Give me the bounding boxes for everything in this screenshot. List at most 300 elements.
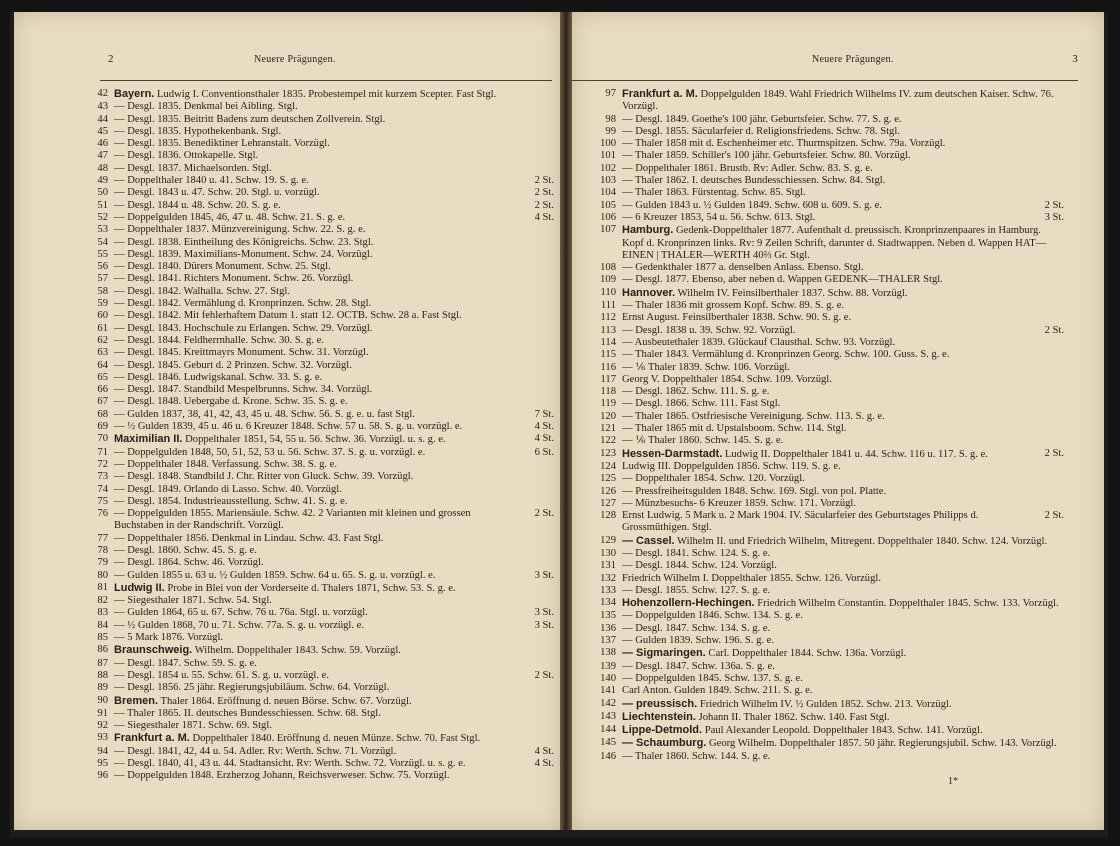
entry-description: Friedrich Wilhelm IV. ½ Gulden 1852. Schw. 213. Vorzügl. [697,698,952,710]
catalog-entry [594,200,1064,212]
piece-count: 3 St. [1044,211,1064,223]
catalog-entry [594,274,1064,286]
entry-text [114,286,554,298]
catalog-entry [86,310,554,322]
entry-number: 108 [600,262,616,274]
entry-text [622,312,1064,324]
entry-description: — Desgl. 1841. Richters Monument. Schw. 26. Vorzügl. [114,273,354,285]
catalog-entry [86,732,554,745]
entry-number: 136 [600,622,616,634]
entry-text [622,473,1064,485]
entry-description: — Desgl. 1848. Uebergabe d. Krone. Schw. 35. S. g. e. [114,396,348,408]
entry-text [622,724,1064,737]
catalog-entry [86,770,554,782]
entry-text [114,323,554,335]
catalog-entry [86,421,554,433]
catalog-entry [594,610,1064,622]
entry-description: Probe in Blei von der Vorderseite d. Thalers 1871, Schw. 53. S. g. e. [164,582,456,594]
catalog-entry [594,300,1064,312]
entry-text [114,212,554,224]
entry-description: — Desgl. 1840, 41, 43 u. 44. Stadtansicht. Rv: Werth. Schw. 72. Vorzügl. u. s. g. e. [114,758,466,770]
entry-description: — Desgl. 1842. Mit fehlerhaftem Datum 1. statt 12. OCTB. Schw. 28 a. Fast Stgl. [114,310,462,322]
entry-number: 92 [97,720,108,732]
entry-description: — ⅙ Thaler 1839. Schw. 106. Vorzügl. [622,361,790,373]
entry-heading: Bayern. [114,88,155,100]
entry-heading: Hessen-Darmstadt. [622,447,723,460]
entry-text [114,384,554,396]
entry-number: 129 [600,534,616,546]
entry-number: 74 [97,483,108,495]
catalog-entry [594,398,1064,410]
catalog-entry [594,486,1064,498]
entry-number: 103 [600,175,616,187]
catalog-entry [594,737,1064,750]
entry-number: 59 [97,298,108,310]
entry-text [114,163,554,175]
piece-count: 3 St. [534,569,554,581]
catalog-entry [86,720,554,732]
entry-description: — Siegesthaler 1871. Schw. 69. Stgl. [114,720,272,732]
entry-number: 78 [97,544,108,556]
piece-count: 2 St. [1044,447,1064,459]
catalog-entry [594,535,1064,548]
catalog-entry [594,349,1064,361]
entry-text [114,632,554,644]
entry-description: — Desgl. 1841. Schw. 124. S. g. e. [622,547,771,559]
entry-description: — Doppelgulden 1846. Schw. 134. S. g. e. [622,610,803,622]
entry-number: 139 [600,660,616,672]
entry-text [114,670,554,682]
entry-text [622,698,1064,711]
catalog-entry [86,323,554,335]
entry-heading: Bremen. [114,694,159,707]
entry-description: — Desgl. 1844. Schw. 124. Vorzügl. [622,560,777,572]
entry-text [114,138,554,150]
catalog-entry [86,409,554,421]
entry-description: Paul Alexander Leopold. Doppelthaler 1843. Schw. 141. Vorzügl. [702,725,983,737]
piece-count: 2 St. [1044,510,1064,522]
entry-number: 144 [600,724,616,736]
entry-heading: — Cassel. [622,534,675,547]
entry-text [114,114,554,126]
entry-description: — Thaler 1863. Fürstentag. Schw. 85. Stgl. [622,187,806,199]
catalog-entry [86,484,554,496]
entry-number: 116 [600,361,616,373]
entry-description: — Desgl. 1847. Schw. 134. S. g. e. [622,622,771,634]
entry-text [114,150,554,162]
entry-heading: Maximilian II. [114,433,183,446]
entry-number: 121 [600,423,616,435]
entry-description: — ½ Gulden 1868, 70 u. 71. Schw. 77a. S. g. u. vorzügl. e. [114,619,365,631]
entry-description: — Desgl. 1847. Standbild Mespelbrunns. Schw. 34. Vorzügl. [114,384,373,396]
catalog-entry [594,597,1064,610]
entry-heading: Hamburg. [622,224,674,237]
entry-number: 100 [600,138,616,150]
piece-count: 4 St. [534,745,554,757]
entry-description: — Desgl. 1860. Schw. 45. S. g. e. [114,544,257,556]
entry-number: 87 [97,657,108,669]
entry-description: Ludwig III. Doppelgulden 1856. Schw. 119. S. g. e. [622,460,841,472]
catalog-entry [594,287,1064,300]
piece-count: 2 St. [1044,324,1064,336]
entry-description: — Desgl. 1836. Ottokapelle. Stgl. [114,150,259,162]
entry-text [114,471,554,483]
entry-number: 53 [97,224,108,236]
piece-count: 2 St. [534,669,554,681]
entry-number: 77 [97,532,108,544]
entry-heading: Frankfurt a. M. [114,732,190,745]
entry-number: 107 [600,224,616,236]
entry-description: — Desgl. 1866. Schw. 111. Fast Stgl. [622,398,781,410]
catalog-entry [86,570,554,582]
entry-number: 142 [600,697,616,709]
entry-description: Gedenk-Doppelthaler 1877. Aufenthalt d. preussisch. Kronprinzenpaares in Hamburg. Kopf d. Kronprinzen links. Rv: 9 Zeilen Schrift, darunter d. Stadtwappen. Neben d. Wappen HAT—EINEN | THALER—WERTH 40⅔ Gr. Stgl. [622,225,1047,261]
piece-count: 2 St. [534,175,554,187]
entry-text [622,224,1064,262]
book-gutter [560,12,572,830]
entry-heading: — Schaumburg. [622,737,707,750]
entry-text [114,347,554,359]
catalog-entry [86,557,554,569]
entry-number: 52 [97,211,108,223]
entry-description: Doppelthaler 1840. Eröffnung d. neuen Münze. Schw. 70. Fast Stgl. [189,733,481,745]
entry-text [622,623,1064,635]
entry-number: 45 [97,125,108,137]
entry-description: — Gulden 1864, 65 u. 67. Schw. 76 u. 76a. Stgl. u. vorzügl. [114,607,368,619]
entry-text [622,325,1064,337]
entry-text [622,685,1064,697]
catalog-entry [594,187,1064,199]
entry-text [622,349,1064,361]
entry-description: — Desgl. 1835. Beitritt Badens zum deutschen Zollverein. Stgl. [114,113,386,125]
entry-number: 51 [97,199,108,211]
entry-text [114,570,554,582]
entry-text [622,150,1064,162]
entry-description: — Siegesthaler 1871. Schw. 54. Stgl. [114,595,272,607]
entry-description: Doppelthaler 1851, 54, 55 u. 56. Schw. 36. Vorzügl. u. s. g. e. [182,434,446,446]
entry-description: — Gedenkthaler 1877 a. denselben Anlass. Ebenso. Stgl. [622,262,864,274]
entry-description: — Doppelthaler 1840 u. 41. Schw. 19. S. g. e. [114,175,309,187]
catalog-entry [594,585,1064,597]
catalog-entry [86,347,554,359]
entry-description: — Ausbeutethaler 1839. Glückauf Clausthal. Schw. 93. Vorzügl. [622,336,896,348]
catalog-entry [86,335,554,347]
catalog-entry [594,138,1064,150]
entry-number: 123 [600,447,616,459]
entry-text [114,484,554,496]
entry-number: 102 [600,162,616,174]
entry-text [114,310,554,322]
catalog-entry [86,433,554,446]
catalog-entry [86,695,554,708]
catalog-entry [594,661,1064,673]
entry-number: 124 [600,460,616,472]
entry-description: — Desgl. 1856. 25 jähr. Regierungsjubiläum. Schw. 64. Vorzügl. [114,682,390,694]
catalog-entry [594,126,1064,138]
entry-text [622,274,1064,286]
entry-description: — Doppelthaler 1854. Schw. 120. Vorzügl. [622,473,805,485]
page-header [44,54,534,68]
entry-text [622,435,1064,447]
left-page [14,12,560,830]
entry-text [622,200,1064,212]
entry-heading: Ludwig II. [114,581,165,594]
catalog-entry [86,644,554,657]
entry-number: 56 [97,261,108,273]
catalog-entry [86,163,554,175]
entry-description: — Desgl. 1842. Vermählung d. Kronprinzen. Schw. 28. Stgl. [114,298,372,310]
entry-text [622,585,1064,597]
catalog-entry [86,101,554,113]
entry-description: Carl. Doppelthaler 1844. Schw. 136a. Vorzügl. [705,648,907,660]
entry-text [114,298,554,310]
entry-number: 54 [97,236,108,248]
entry-description: — Thaler 1865. Ostfriesische Vereinigung. Schw. 113. S. g. e. [622,410,885,422]
catalog-entry [86,360,554,372]
entry-number: 86 [97,644,108,656]
entry-text [622,751,1064,763]
entry-description: Ernst Ludwig. 5 Mark u. 2 Mark 1904. IV. Säcularfeier des Geburtstages Philipps d. Grossmüthigen. Stgl. [622,510,979,534]
piece-count: 2 St. [534,508,554,520]
catalog-entry [86,746,554,758]
catalog-entry [86,384,554,396]
catalog-entry [594,573,1064,585]
entry-description: — Doppelthaler 1848. Verfassung. Schw. 38. S. g. e. [114,458,338,470]
catalog-entry [594,386,1064,398]
entry-text [622,711,1064,724]
entry-number: 58 [97,285,108,297]
catalog-entry [86,114,554,126]
entry-number: 48 [97,162,108,174]
catalog-entry [594,510,1064,535]
entry-text [622,510,1064,535]
catalog-entry [594,673,1064,685]
piece-count: 4 St. [534,211,554,223]
catalog-entry [86,447,554,459]
page-number: 3 [1072,53,1078,65]
entry-number: 79 [97,557,108,569]
entry-heading: Hannover. [622,286,676,299]
entry-description: — Doppelgulden 1848, 50, 51, 52, 53 u. 56. Schw. 37. S. g. u. vorzügl. e. [114,446,426,458]
entry-text [114,508,554,533]
page-number: 2 [108,53,114,65]
entry-text [114,372,554,384]
catalog-entry [86,708,554,720]
entry-number: 105 [600,199,616,211]
entry-number: 55 [97,248,108,260]
entry-text [114,421,554,433]
entry-text [114,249,554,261]
entry-text [114,607,554,619]
entry-number: 84 [97,619,108,631]
entry-text [114,595,554,607]
entry-description: — Desgl. 1844. Feldherrnhalle. Schw. 30. S. g. e. [114,334,324,346]
entry-number: 75 [97,495,108,507]
catalog-entry [86,607,554,619]
entry-number: 138 [600,647,616,659]
entry-text [114,545,554,557]
catalog-entry [594,473,1064,485]
header-rule [572,80,1078,81]
catalog-entry [594,623,1064,635]
catalog-entry [86,471,554,483]
entry-description: Doppelgulden 1849. Wahl Friedrich Wilhelms IV. zum deutschen Kaiser. Schw. 76. Vorzügl. [622,89,1054,113]
entry-number: 110 [600,286,616,298]
entry-number: 98 [605,113,616,125]
entry-number: 67 [97,396,108,408]
entry-description: — Desgl. 1838 u. 39. Schw. 92. Vorzügl. [622,324,796,336]
entry-description: — Desgl. 1847. Schw. 59. S. g. e. [114,657,257,669]
entry-text [114,758,554,770]
entry-text [622,212,1064,224]
entry-text [114,261,554,273]
catalog-entry [86,187,554,199]
entry-description: — Thaler 1843. Vermählung d. Kronprinzen Georg. Schw. 100. Guss. S. g. e. [622,349,950,361]
entry-description: — Doppelthaler 1861. Brustb. Rv: Adler. Schw. 83. S. g. e. [622,162,873,174]
catalog-entry [86,496,554,508]
entry-description: Ludwig II. Doppelthaler 1841 u. 44. Schw. 116 u. 117. S. g. e. [722,448,988,460]
entry-description: — Desgl. 1864. Schw. 46. Vorzügl. [114,557,264,569]
entry-text [622,573,1064,585]
catalog-entry [594,448,1064,461]
catalog-entry [86,582,554,595]
catalog-entry [86,758,554,770]
entry-description: — Desgl. 1844 u. 48. Schw. 20. S. g. e. [114,199,281,211]
entry-number: 137 [600,635,616,647]
catalog-entry [86,88,554,101]
catalog-entry [594,698,1064,711]
entry-text [622,597,1064,610]
entry-description: Georg V. Doppelthaler 1854. Schw. 109. Vorzügl. [622,373,832,385]
entry-number: 132 [600,572,616,584]
entry-text [114,582,554,595]
entry-text [622,560,1064,572]
entry-number: 113 [600,324,616,336]
entry-number: 65 [97,371,108,383]
piece-count: 4 St. [534,758,554,770]
entry-text [114,695,554,708]
catalog-entry [86,459,554,471]
piece-count: 7 St. [534,408,554,420]
catalog-entry [594,548,1064,560]
entry-description: — Pressfreiheitsgulden 1848. Schw. 169. Stgl. von pol. Platte. [622,485,887,497]
entry-number: 112 [600,312,616,324]
piece-count: 4 St. [534,433,554,445]
entry-text [114,533,554,545]
entry-description: — Thaler 1836 mit grossem Kopf. Schw. 89. S. g. e. [622,300,845,312]
piece-count: 3 St. [534,619,554,631]
entry-text [622,88,1064,114]
entry-description: — Thaler 1865. II. deutsches Bundesschiessen. Schw. 68. Stgl. [114,707,381,719]
entry-text [114,708,554,720]
catalog-entry [86,682,554,694]
entry-text [114,126,554,138]
entry-text [622,448,1064,461]
entry-description: — Desgl. 1835. Hypothekenbank. Stgl. [114,125,282,137]
piece-count: 2 St. [1044,199,1064,211]
entry-number: 125 [600,473,616,485]
entry-number: 57 [97,273,108,285]
catalog-entry [594,337,1064,349]
entry-text [622,374,1064,386]
entry-text [622,300,1064,312]
entry-description: Ludwig I. Conventionsthaler 1835. Probestempel mit kurzem Scepter. Fast Stgl. [154,89,497,100]
entry-description: — Gulden 1837, 38, 41, 42, 43, 45 u. 48. Schw. 56. S. g. e. u. fast Stgl. [114,408,415,420]
entry-number: 131 [600,560,616,572]
entry-number: 95 [97,758,108,770]
page-header [602,54,1078,68]
entry-heading: — Sigmaringen. [622,647,706,660]
entry-number: 106 [600,211,616,223]
entry-text [114,644,554,657]
entry-text [622,337,1064,349]
entry-text [114,459,554,471]
entry-number: 80 [97,569,108,581]
entry-text [114,658,554,670]
entry-text [114,720,554,732]
entry-number: 140 [600,672,616,684]
entry-text [622,386,1064,398]
entry-number: 109 [600,274,616,286]
entry-description: — 5 Mark 1876. Vorzügl. [114,632,224,644]
catalog-entry [86,200,554,212]
entry-description: Ernst August. Feinsilberthaler 1838. Schw. 90. S. g. e. [622,312,852,324]
piece-count: 6 St. [534,446,554,458]
entry-description: — Thaler 1860. Schw. 144. S. g. e. [622,750,771,762]
entry-text [114,746,554,758]
entry-description: — Desgl. 1848. Standbild J. Chr. Ritter von Gluck. Schw. 39. Vorzügl. [114,471,414,483]
catalog-entry [594,435,1064,447]
entry-text [622,647,1064,660]
catalog-entry [594,262,1064,274]
entry-description: — Doppelthaler 1837. Münzvereinigung. Schw. 22. S. g. e. [114,224,366,236]
entry-description: — Gulden 1843 u. ½ Gulden 1849. Schw. 608 u. 609. S. g. e. [622,199,883,211]
catalog-entry [594,498,1064,510]
catalog-entry [86,175,554,187]
entry-number: 134 [600,597,616,609]
entry-number: 96 [97,770,108,782]
entry-text [114,732,554,745]
entry-number: 81 [97,581,108,593]
entry-text [114,101,554,113]
entry-description: — Desgl. 1849. Goethe's 100 jähr. Geburtsfeier. Schw. 77. S. g. e. [622,113,902,125]
catalog-entry [86,150,554,162]
entry-text [114,224,554,236]
entry-description: — Thaler 1858 mit d. Eschenheimer etc. Thurmspitzen. Schw. 79a. Vorzügl. [622,138,946,150]
entry-text [114,396,554,408]
entry-number: 49 [97,175,108,187]
entry-text [114,447,554,459]
catalog-entry [86,670,554,682]
entry-number: 85 [97,632,108,644]
entry-number: 115 [600,349,616,361]
entry-description: Georg Wilhelm. Doppelthaler 1857. 50 jähr. Regierungsjubil. Schw. 143. Vorzügl. [706,738,1057,750]
entry-text [114,335,554,347]
entry-description: — Desgl. 1854 u. 55. Schw. 61. S. g. u. vorzügl. e. [114,669,329,681]
catalog-entry [594,224,1064,262]
catalog-entry [594,635,1064,647]
entry-description: — Desgl. 1837. Michaelsorden. Stgl. [114,162,272,174]
entry-number: 94 [97,745,108,757]
entry-number: 117 [600,373,616,385]
entry-number: 60 [97,310,108,322]
entry-description: — Doppelgulden 1845. Schw. 137. S. g. e. [622,672,803,684]
entry-number: 68 [97,408,108,420]
sheet-signature: 1* [948,776,958,787]
entry-number: 62 [97,334,108,346]
catalog-entry [86,237,554,249]
entry-number: 89 [97,682,108,694]
